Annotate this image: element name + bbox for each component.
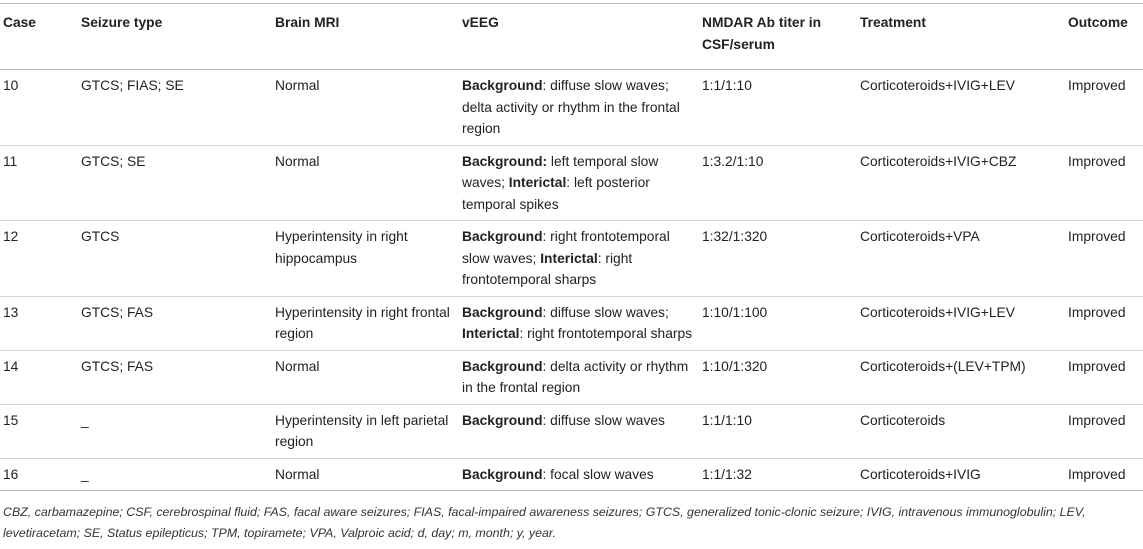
titer-cell: 1:1/1:10 [702,78,752,93]
veeg-cell [459,296,699,350]
case-cell: 11 [3,153,18,169]
header-brain-mri: Brain MRI [275,15,340,30]
titer-cell: 1:1/1:10 [702,412,752,428]
seizure-type-cell: GTCS [81,229,120,244]
case-cell: 15 [3,412,19,428]
titer-cell: 1:3.2/1:10 [702,153,764,169]
veeg-label: Background [462,229,543,244]
treatment-cell: Corticoteroids [860,412,946,428]
table-row [0,296,1143,350]
veeg-cell [459,221,699,297]
table-row [0,404,1143,458]
titer-cell: 1:10/1:320 [702,358,768,374]
veeg-text: : left posterior temporal spikes [462,175,650,212]
brain-mri-cell: Normal [275,466,320,482]
veeg-label: Background [462,412,543,428]
veeg-label: Background [462,78,543,93]
table-row [0,145,1143,221]
titer-cell: 1:32/1:320 [702,229,768,244]
veeg-label: Interictal [462,326,520,341]
treatment-cell: Corticoteroids+IVIG+LEV [860,78,1015,93]
treatment-cell: Corticoteroids+VPA [860,229,980,244]
table-row [0,221,1143,297]
brain-mri-cell: Normal [275,78,320,93]
seizure-type-cell: GTCS; SE [81,153,146,169]
veeg-cell [459,145,699,221]
veeg-text: : diffuse slow waves [542,412,665,428]
treatment-cell: Corticoteroids+IVIG+LEV [860,304,1015,320]
seizure-type-cell: GTCS; FAS [81,304,154,320]
data-table [0,3,1143,491]
table-row [0,458,1143,491]
veeg-label: Interictal [508,175,567,190]
seizure-type-cell: _ [81,466,89,482]
header-outcome: Outcome [1068,15,1128,30]
outcome-cell: Improved [1068,412,1126,428]
case-cell: 10 [3,78,19,93]
veeg-text: left temporal slow waves; [462,153,659,190]
outcome-cell: Improved [1068,358,1126,374]
veeg-label: Background [462,466,543,482]
header-case: Case [3,15,36,30]
outcome-cell: Improved [1068,229,1126,244]
veeg-text: : right frontotemporal slow waves; [462,229,670,266]
header-seizure-type: Seizure type [81,15,163,30]
veeg-label: Background: [462,153,548,169]
case-cell: 12 [3,229,19,244]
seizure-type-cell: _ [81,412,89,428]
veeg-text: : delta activity or rhythm in the frontal region [462,358,689,395]
case-cell: 16 [3,466,19,482]
veeg-cell [459,70,699,146]
header-veeg: vEEG [462,15,499,30]
outcome-cell: Improved [1068,466,1126,482]
seizure-type-cell: GTCS; FAS [81,358,154,374]
brain-mri-cell: Normal [275,153,320,169]
veeg-label: Background [462,304,543,320]
veeg-cell [459,458,699,491]
outcome-cell: Improved [1068,304,1126,320]
veeg-text: : diffuse slow waves; [542,304,669,320]
veeg-cell [459,350,699,404]
veeg-text: : right frontotemporal sharps [519,326,693,341]
brain-mri-cell: Hyperintensity in left parietal region [275,412,449,449]
table-footnote: CBZ, carbamazepine; CSF, cerebrospinal fluid; FAS, facal aware seizures; FIAS, facal-impaired awareness seizures; GTCS, generalized tonic-clonic seizure; IVIG, intravenous immunoglobulin; LEV, levetiracetam; SE, Status epilepticus; TPM, topiramete; VPA, Valproic acid; d, day; m, month; y, year. [3,505,1086,540]
header-treatment: Treatment [860,15,926,30]
brain-mri-cell: Hyperintensity in right hippocampus [275,229,408,266]
seizure-type-cell: GTCS; FIAS; SE [81,78,184,93]
case-cell: 14 [3,358,19,374]
veeg-text: : right frontotemporal sharps [462,250,633,287]
table-row [0,70,1143,146]
veeg-cell [459,404,699,458]
titer-cell: 1:1/1:32 [702,466,752,482]
outcome-cell: Improved [1068,78,1126,93]
veeg-text: : focal slow waves [542,466,654,482]
treatment-cell: Corticoteroids+IVIG [860,466,981,482]
veeg-text: : diffuse slow waves; delta activity or rhythm in the frontal region [462,78,680,136]
brain-mri-cell: Normal [275,358,320,374]
treatment-cell: Corticoteroids+IVIG+CBZ [860,153,1017,169]
brain-mri-cell: Hyperintensity in right frontal region [275,304,450,341]
veeg-label: Interictal [540,250,598,266]
outcome-cell: Improved [1068,153,1126,169]
case-cell: 13 [3,304,19,320]
table-header-row [0,4,1143,70]
treatment-cell: Corticoteroids+(LEV+TPM) [860,358,1026,374]
titer-cell: 1:10/1:100 [702,304,768,320]
table-row [0,350,1143,404]
header-nmdar-titer: NMDAR Ab titer in CSF/serum [702,15,822,52]
veeg-label: Background [462,358,543,374]
